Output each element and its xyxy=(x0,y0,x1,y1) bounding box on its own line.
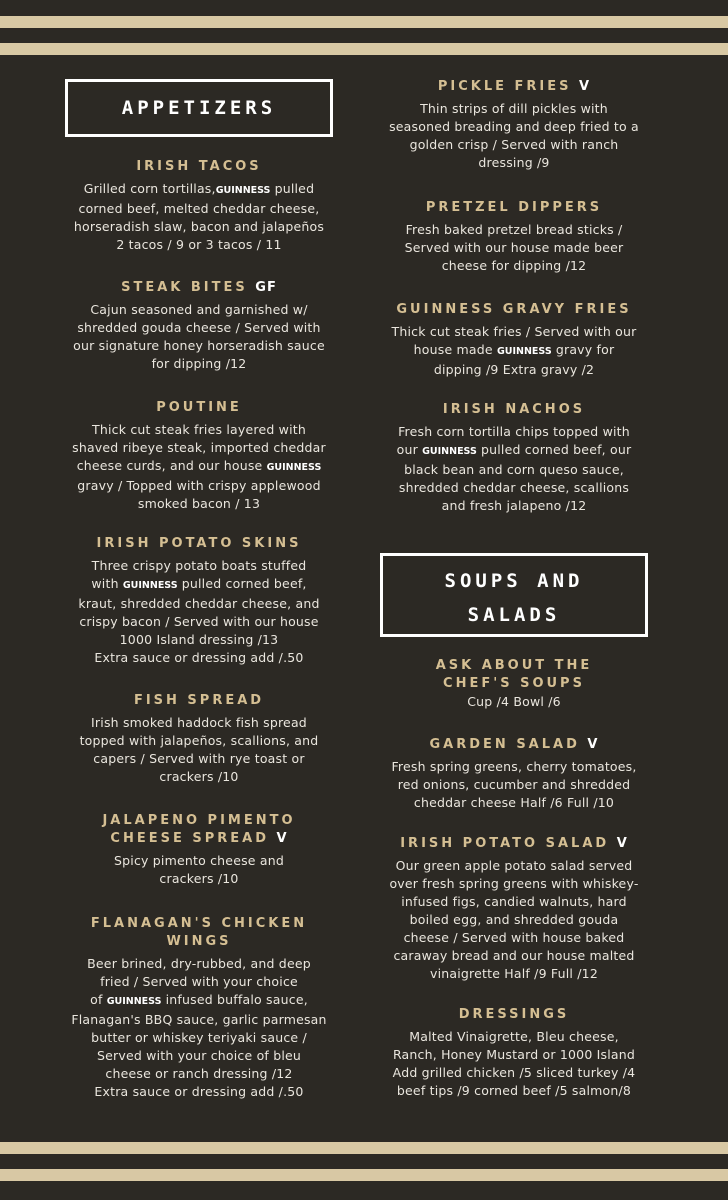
item-name: IRISH NACHOS xyxy=(442,402,586,417)
guinness-logo: GUINNESS xyxy=(122,580,178,591)
item-description: Three crispy potato boats stuffed with GUINNESS pulled corned beef, kraut, shredded cheddar cheese, and crispy bacon / Served with our house 1000 Island dressing /13 Extra sauce or dressing add /.50 xyxy=(78,558,320,665)
dietary-tag: V xyxy=(276,831,288,846)
item-description: Irish smoked haddock fish spread topped with jalapeños, scallions, and capers / Served with rye toast or crackers /10 xyxy=(79,715,319,784)
item-name: FISH SPREAD xyxy=(133,693,265,708)
item-name: GUINNESS GRAVY FRIES xyxy=(396,302,632,317)
dietary-tag: V xyxy=(579,79,591,94)
item-name: JALAPENO PIMENTO CHEESE SPREAD V xyxy=(102,813,296,846)
menu-item-irish-potato-salad xyxy=(378,835,650,983)
bottom-stripe-1 xyxy=(0,1142,728,1154)
item-name: STEAK BITES GF xyxy=(121,280,277,295)
bottom-stripe-2 xyxy=(0,1169,728,1181)
item-name: PICKLE FRIES V xyxy=(437,79,591,94)
item-name: IRISH POTATO SALAD V xyxy=(400,836,628,851)
item-description: Thick cut steak fries layered with shaved ribeye steak, imported cheddar cheese curds, and our house GUINNESS gravy / Topped with crispy applewood smoked bacon / 13 xyxy=(72,422,326,511)
menu-item-irish-tacos xyxy=(60,158,338,254)
item-name: GARDEN SALAD V xyxy=(429,737,599,752)
item-name: POUTINE xyxy=(156,400,242,415)
item-name: DRESSINGS xyxy=(458,1007,570,1022)
menu-item-pretzel-dippers xyxy=(378,199,650,275)
item-description: Cajun seasoned and garnished w/ shredded gouda cheese / Served with our signature honey horseradish sauce for dipping /12 xyxy=(73,302,325,371)
menu-item-guinness-gravy-fries xyxy=(378,301,650,379)
guinness-logo: GUINNESS xyxy=(215,185,271,196)
guinness-logo: GUINNESS xyxy=(106,996,162,1007)
item-description: Grilled corn tortillas,GUINNESS pulled corned beef, melted cheddar cheese, horseradish slaw, bacon and jalapeños 2 tacos / 9 or 3 tacos / 11 xyxy=(73,181,325,252)
item-name: IRISH POTATO SKINS xyxy=(96,536,302,551)
dietary-tag: GF xyxy=(255,280,277,295)
menu-item-pickle-fries xyxy=(378,78,650,172)
item-name: FLANAGAN'S CHICKEN WINGS xyxy=(90,916,308,949)
item-description: Thin strips of dill pickles with seasoned breading and deep fried to a golden crisp / Served with ranch dressing /9 xyxy=(389,101,639,170)
menu-item-jalapeno-pimento-cheese-spread xyxy=(60,812,338,888)
top-stripe-2 xyxy=(0,43,728,55)
menu-item-flanagans-chicken-wings xyxy=(60,915,338,1101)
menu-item-irish-potato-skins xyxy=(60,535,338,667)
menu-item-dressings xyxy=(378,1006,650,1100)
menu-item-fish-spread xyxy=(60,692,338,786)
dietary-tag: V xyxy=(616,836,628,851)
menu-item-poutine xyxy=(60,399,338,513)
top-stripe-1 xyxy=(0,16,728,28)
item-description: Spicy pimento cheese and crackers /10 xyxy=(114,853,284,886)
item-description: Fresh spring greens, cherry tomatoes, red onions, cucumber and shredded cheddar cheese Half /6 Full /10 xyxy=(391,759,637,810)
menu-item-irish-nachos xyxy=(378,401,650,515)
item-description: Our green apple potato salad served over fresh spring greens with whiskey- infused figs, candied walnuts, hard boiled egg, and shredded gouda cheese / Served with house baked caraway bread and our house malted vinaigrette Half /9 Full /12 xyxy=(389,858,639,981)
menu-item-chefs-soups xyxy=(378,657,650,711)
item-name: ASK ABOUT THE CHEF'S SOUPS xyxy=(435,658,593,691)
item-description: Beer brined, dry-rubbed, and deep fried / Served with your choice of GUINNESS infused buffalo sauce, Flanagan's BBQ sauce, garlic parmesan butter or whiskey teriyaki sauce / Served with your choice of bleu cheese or ranch dressing /12 Extra sauce or dressing add /.50 xyxy=(71,956,327,1099)
menu-item-garden-salad xyxy=(378,736,650,812)
item-description: Fresh corn tortilla chips topped with our GUINNESS pulled corned beef, our black bean and corn queso sauce, shredded cheddar cheese, scallions and fresh jalapeno /12 xyxy=(396,424,632,513)
item-description: Thick cut steak fries / Served with our house made GUINNESS gravy for dipping /9 Extra gravy /2 xyxy=(391,324,637,377)
item-description: Malted Vinaigrette, Bleu cheese, Ranch, Honey Mustard or 1000 Island Add grilled chicken /5 sliced turkey /4 beef tips /9 corned beef /5 salmon/8 xyxy=(392,1029,636,1098)
item-description: Fresh baked pretzel bread sticks / Served with our house made beer cheese for dipping /12 xyxy=(404,222,624,273)
guinness-logo: GUINNESS xyxy=(496,346,552,357)
item-name: IRISH TACOS xyxy=(136,159,262,174)
guinness-logo: GUINNESS xyxy=(422,446,477,457)
guinness-logo: GUINNESS xyxy=(266,462,322,473)
menu-item-steak-bites xyxy=(60,279,338,373)
appetizers-heading: APPETIZERS xyxy=(65,79,333,137)
item-description: Cup /4 Bowl /6 xyxy=(467,694,561,709)
dietary-tag: V xyxy=(587,737,599,752)
item-name: PRETZEL DIPPERS xyxy=(425,200,603,215)
soups-and-salads-heading: SOUPS AND SALADS xyxy=(380,553,648,637)
